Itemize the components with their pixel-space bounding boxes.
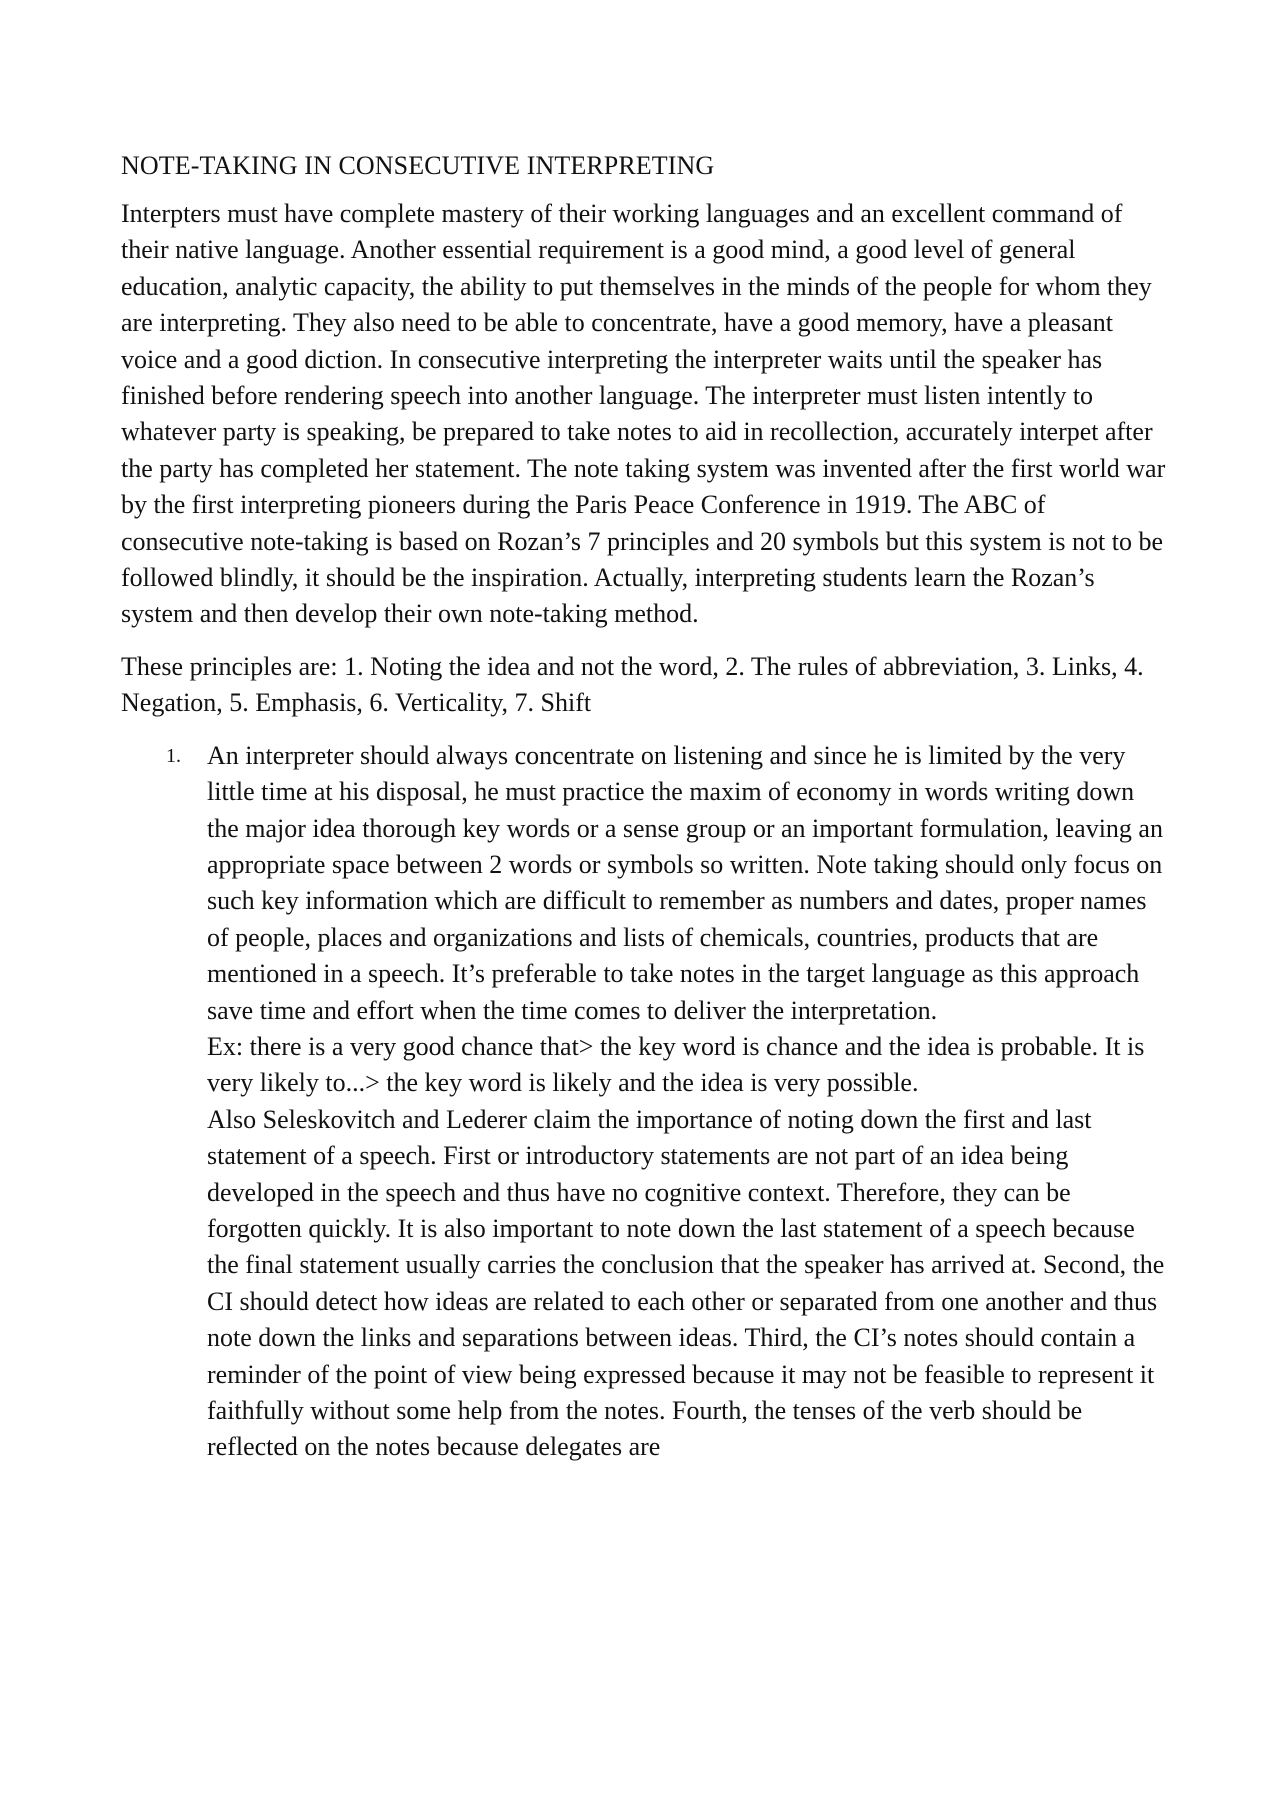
document-page xyxy=(121,148,1171,1466)
document-title: NOTE-TAKING IN CONSECUTIVE INTERPRETING xyxy=(121,151,715,180)
list-item-continuation: Also Seleskovitch and Lederer claim the importance of noting down the first and last statement of a speech. First or introductory statements are not part of an idea being developed in the speech and thus have no cognitive context. Therefore, they can be forgotten quickly. It is also important to note down the last statement of a speech because the final statement usually carries the conclusion that the speaker has arrived at. Second, the CI should detect how ideas are related to each other or separated from one another and thus note down the links and separations between ideas. Third, the CI’s notes should contain a reminder of the point of view being expressed because it may not be feasible to represent it faithfully without some help from the notes. Fourth, the tenses of the verb should be reflected on the notes because delegates are xyxy=(207,1104,1165,1462)
list-item-text: An interpreter should always concentrate on listening and since he is limited by the very little time at his disposal, he must practice the maxim of economy in words writing down the major idea thorough key words or a sense group or an important formulation, leaving an appropriate space between 2 words or symbols so written. Note taking should only focus on such key information which are difficult to remember as numbers and dates, proper names of people, places and organizations and lists of chemicals, countries, products that are mentioned in a speech. It’s preferable to take notes in the target language as this approach save time and effort when the time comes to deliver the interpretation. xyxy=(207,740,1163,1025)
principles-paragraph: These principles are: 1. Noting the idea and not the word, 2. The rules of abbreviation, 3. Links, 4. Negation, 5. Emphasis, 6. Verticality, 7. Shift xyxy=(121,651,1144,718)
list-marker: 1. xyxy=(166,744,181,767)
intro-paragraph: Interpters must have complete mastery of their working languages and an excellent command of their native language. Another essential requirement is a good mind, a good level of general education, analytic capacity, the ability to put themselves in the minds of the people for whom they are interpreting. They also need to be able to concentrate, have a good memory, have a pleasant voice and a good diction. In consecutive interpreting the interpreter waits until the speaker has finished before rendering speech into another language. The interpreter must listen intently to whatever party is speaking, be prepared to take notes to aid in recollection, accurately interpet after the party has completed her statement. The note taking system was invented after the first world war by the first interpreting pioneers during the Paris Peace Conference in 1919. The ABC of consecutive note-taking is based on Rozan’s 7 principles and 20 symbols but this system is not to be followed blindly, it should be the inspiration. Actually, interpreting students learn the Rozan’s system and then develop their own note-taking method. xyxy=(121,199,1166,629)
list-item xyxy=(121,738,1171,1466)
list-item-example: Ex: there is a very good chance that> the key word is chance and the idea is probable. It is very likely to...> the key word is likely and the idea is very possible. xyxy=(207,1031,1145,1098)
principles-list xyxy=(121,738,1171,1466)
